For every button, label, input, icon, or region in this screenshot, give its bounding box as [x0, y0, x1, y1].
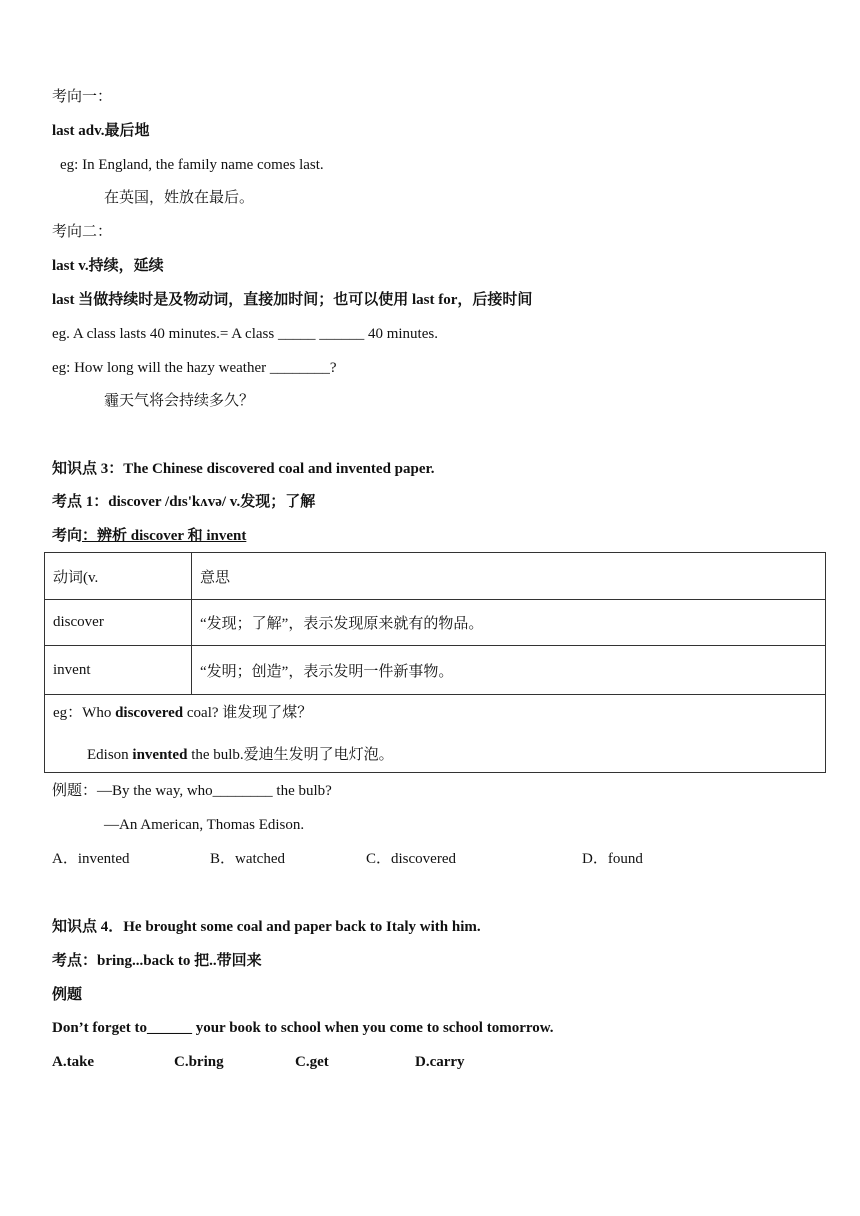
point3-example-question: 例题：—By the way, who________ the bulb? — [52, 783, 332, 799]
example-keyword: discovered — [115, 704, 184, 721]
table-cell-meaning: “发明；创造”，表示发明一件新事物。 — [192, 646, 826, 695]
direction2-example-2-translation: 霾天气将会持续多久？ — [104, 393, 255, 409]
point4-question: Don’t forget to______ your book to school when you come to school tomorrow. — [52, 1020, 554, 1036]
table-example-1 — [53, 703, 817, 723]
point4-option-c-get: C.get — [295, 1054, 329, 1070]
table-header-cell: 动词(v. — [45, 553, 192, 600]
table-example-row — [45, 695, 826, 773]
direction2-example-1: eg. A class lasts 40 minutes.= A class _____ ______ 40 minutes. — [52, 326, 438, 342]
example-text: Edison — [87, 746, 133, 763]
table-cell-verb: invent — [45, 646, 192, 695]
table-cell-verb: discover — [45, 600, 192, 646]
table-header-cell: 意思 — [192, 553, 826, 600]
direction2-heading: 考向二： — [52, 224, 113, 240]
point3-direction-topic: ：辨析 discover 和 invent — [82, 528, 247, 544]
point3-direction-prefix: 考向 — [52, 528, 83, 544]
example-text: coal? 谁发现了煤？ — [183, 704, 313, 721]
table-example-2 — [53, 745, 817, 765]
point3-option-d: D．found — [582, 851, 643, 867]
table-example-cell — [45, 695, 826, 773]
table-row — [45, 600, 826, 646]
example-keyword: invented — [132, 746, 188, 763]
example-text: eg：Who — [53, 704, 116, 721]
point3-title: 知识点 3：The Chinese discovered coal and invented paper. — [52, 461, 435, 477]
table-cell-meaning: “发现；了解”，表示发现原来就有的物品。 — [192, 600, 826, 646]
direction2-rule: last 当做持续时是及物动词，直接加时间；也可以使用 last for，后接时间 — [52, 292, 533, 308]
point3-option-b: B．watched — [210, 851, 285, 867]
verb-comparison-table — [44, 552, 826, 773]
direction2-example-2: eg: How long will the hazy weather ________? — [52, 360, 337, 376]
direction2-title: last v.持续，延续 — [52, 258, 164, 274]
point3-option-c: C．discovered — [366, 851, 456, 867]
point4-title: 知识点 4．He brought some coal and paper back to Italy with him. — [52, 919, 481, 935]
direction1-example-translation: 在英国，姓放在最后。 — [104, 190, 255, 206]
point4-exam-point: 考点：bring...back to 把..带回来 — [52, 953, 262, 969]
point3-exam-point: 考点 1：discover /dɪs'kʌvə/ v.发现；了解 — [52, 494, 316, 510]
point3-example-answer: —An American, Thomas Edison. — [104, 817, 305, 833]
point4-option-c-bring: C.bring — [174, 1054, 224, 1070]
point3-direction — [52, 526, 246, 546]
example-text: the bulb.爱迪生发明了电灯泡。 — [187, 746, 394, 763]
direction1-example: eg: In England, the family name comes last. — [60, 157, 324, 173]
direction1-heading: 考向一： — [52, 89, 113, 105]
point4-option-d: D.carry — [415, 1054, 465, 1070]
point3-option-a: A．invented — [52, 851, 130, 867]
table-row — [45, 646, 826, 695]
point4-option-a: A.take — [52, 1054, 95, 1070]
point4-example-label: 例题 — [52, 987, 83, 1003]
direction1-title: last adv.最后地 — [52, 123, 150, 139]
table-header-row — [45, 553, 826, 600]
